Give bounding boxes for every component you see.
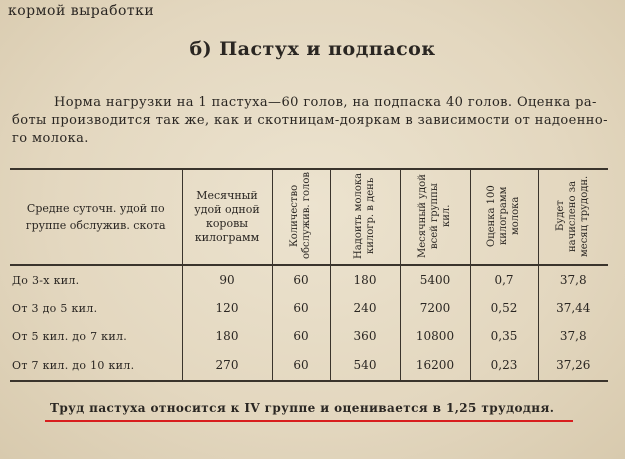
- header-monthly-group-yield: Месячный удой всей группы кил.: [400, 169, 470, 265]
- cell-heads: 60: [272, 265, 330, 294]
- cell-monthly-per-cow: 90: [182, 265, 272, 294]
- cell-rate: 0,35: [470, 322, 538, 350]
- norm-table: [10, 168, 608, 382]
- header-daily-milk: Надоить молока килогр. в день: [330, 169, 400, 265]
- cell-heads: 60: [272, 294, 330, 322]
- cell-workdays: 37,8: [538, 265, 608, 294]
- paragraph-line-2: боты производится так же, как и скотницам-дояркам в зависимости от надоенно-: [12, 113, 608, 128]
- row-label: От 3 до 5 кил.: [10, 294, 182, 322]
- intro-paragraph: [12, 94, 612, 148]
- table-row: [10, 322, 608, 350]
- cell-monthly-group: 5400: [400, 265, 470, 294]
- row-label: От 5 кил. до 7 кил.: [10, 322, 182, 350]
- cell-daily: 360: [330, 322, 400, 350]
- cell-monthly-group: 16200: [400, 350, 470, 381]
- table-row: [10, 294, 608, 322]
- cell-workdays: 37,26: [538, 350, 608, 381]
- paragraph-line-3: го молока.: [12, 131, 89, 146]
- cell-workdays: 37,44: [538, 294, 608, 322]
- cell-rate: 0,7: [470, 265, 538, 294]
- table-row: [10, 265, 608, 294]
- footer-note: Труд пастуха относится к IV группе и оценивается в 1,25 трудодня.: [50, 401, 555, 415]
- top-text: кормой выработки: [8, 3, 155, 19]
- cell-monthly-per-cow: 180: [182, 322, 272, 350]
- cell-workdays: 37,8: [538, 322, 608, 350]
- cell-daily: 240: [330, 294, 400, 322]
- cell-heads: 60: [272, 350, 330, 381]
- cell-monthly-group: 10800: [400, 322, 470, 350]
- cell-monthly-per-cow: 120: [182, 294, 272, 322]
- cell-daily: 180: [330, 265, 400, 294]
- row-label: До 3-х кил.: [10, 265, 182, 294]
- cell-rate: 0,52: [470, 294, 538, 322]
- section-heading: б) Пастух и подпасок: [189, 38, 436, 60]
- cell-rate: 0,23: [470, 350, 538, 381]
- header-workdays: Будет начислено за месяц трудодн.: [538, 169, 608, 265]
- red-underline: [45, 420, 573, 422]
- header-rate-per-100kg: Оценка 100 килограмм молока: [470, 169, 538, 265]
- row-label: От 7 кил. до 10 кил.: [10, 350, 182, 381]
- cell-monthly-per-cow: 270: [182, 350, 272, 381]
- paragraph-line-1: Норма нагрузки на 1 пастуха—60 голов, на подпаска 40 голов. Оценка ра-: [54, 95, 597, 110]
- cell-monthly-group: 7200: [400, 294, 470, 322]
- cell-daily: 540: [330, 350, 400, 381]
- cell-heads: 60: [272, 322, 330, 350]
- header-monthly-yield-per-cow: Месячный удой одной коровы килограмм: [182, 169, 272, 265]
- header-heads-count: Количество обслужив. голов: [272, 169, 330, 265]
- header-avg-daily-yield: Средне суточн. удой по группе обслужив. скота: [10, 169, 182, 265]
- table-row: [10, 350, 608, 381]
- table-header-row: [10, 169, 608, 265]
